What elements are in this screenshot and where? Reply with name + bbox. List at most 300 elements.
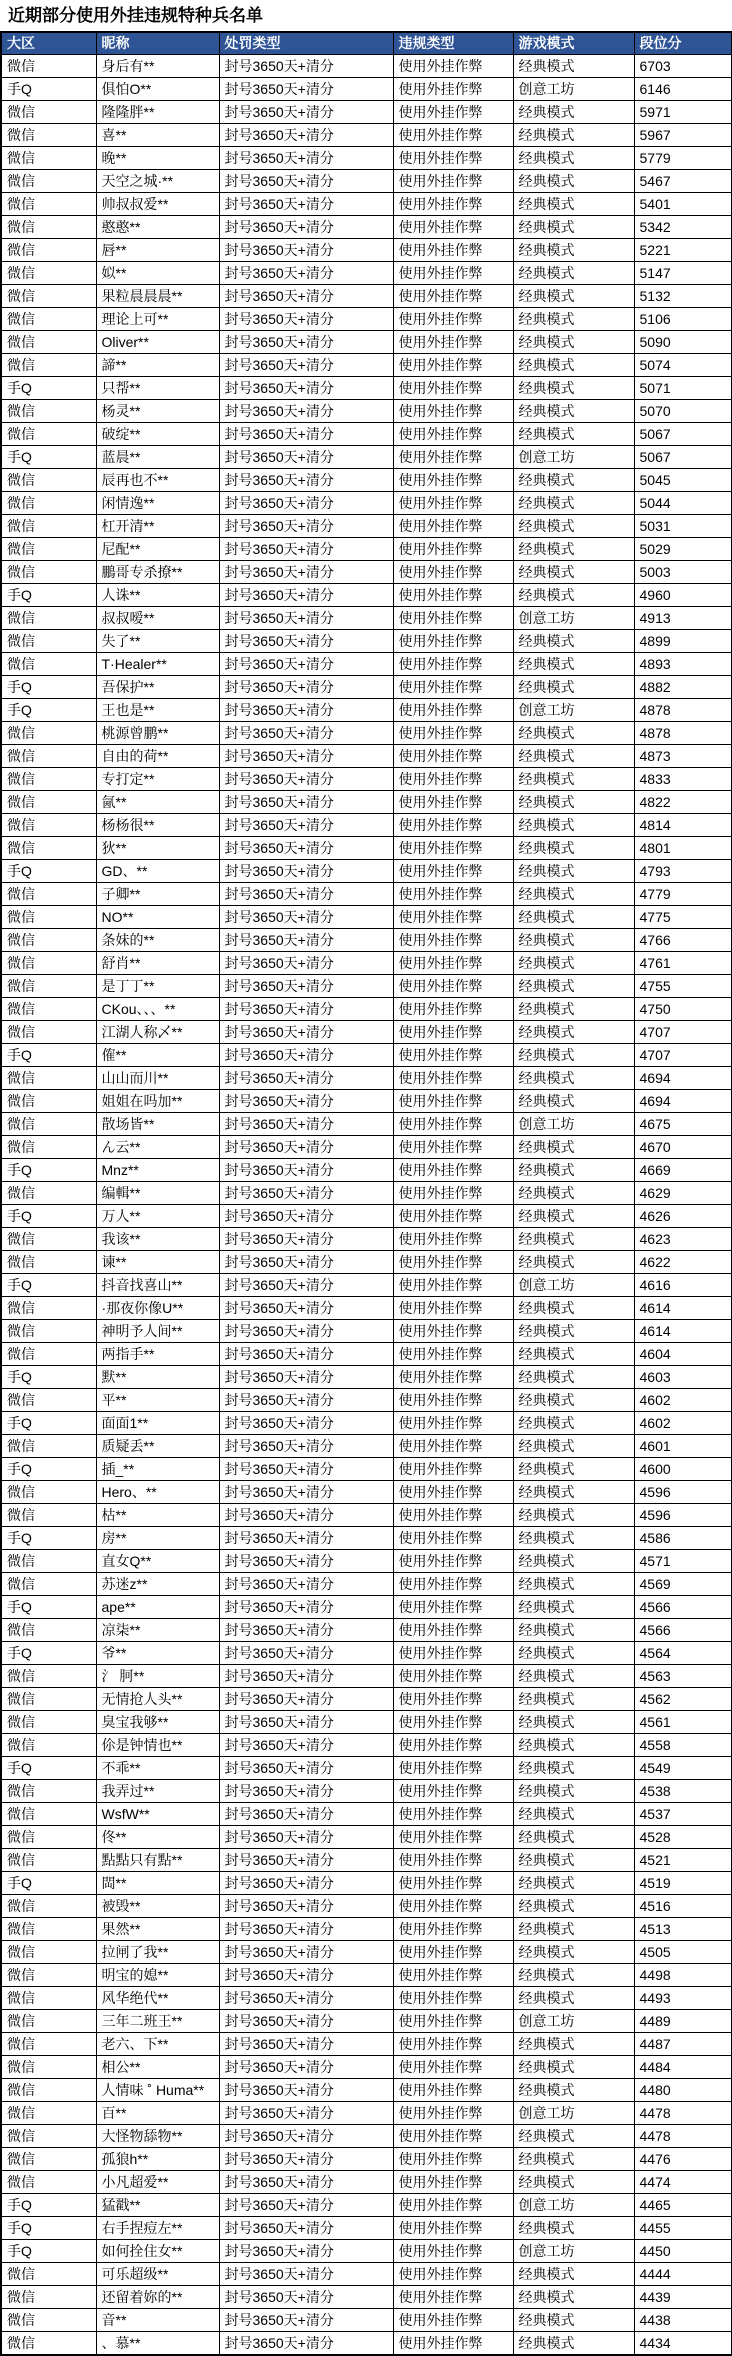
cell-violation: 使用外挂作弊	[393, 975, 513, 998]
table-row	[1, 354, 732, 377]
cell-region: 微信	[1, 262, 96, 285]
cell-nickname: 闲情逸**	[96, 492, 219, 515]
cell-region: 微信	[1, 2263, 96, 2286]
cell-violation: 使用外挂作弊	[393, 1412, 513, 1435]
cell-punishment: 封号3650天+清分	[219, 883, 393, 906]
cell-score: 4476	[634, 2148, 732, 2171]
cell-score: 4465	[634, 2194, 732, 2217]
cell-punishment: 封号3650天+清分	[219, 1573, 393, 1596]
cell-mode: 经典模式	[513, 101, 634, 124]
cell-score: 4629	[634, 1182, 732, 1205]
table-row	[1, 2309, 732, 2332]
cell-region: 微信	[1, 722, 96, 745]
cell-nickname: 无情抢人头**	[96, 1688, 219, 1711]
cell-mode: 经典模式	[513, 1320, 634, 1343]
cell-region: 微信	[1, 2056, 96, 2079]
cell-nickname: 狄**	[96, 837, 219, 860]
cell-nickname: 房**	[96, 1527, 219, 1550]
cell-mode: 创意工坊	[513, 2194, 634, 2217]
cell-nickname: 果然**	[96, 1918, 219, 1941]
cell-violation: 使用外挂作弊	[393, 1205, 513, 1228]
cell-violation: 使用外挂作弊	[393, 1435, 513, 1458]
cell-region: 微信	[1, 239, 96, 262]
cell-mode: 经典模式	[513, 538, 634, 561]
cell-violation: 使用外挂作弊	[393, 1573, 513, 1596]
cell-violation: 使用外挂作弊	[393, 55, 513, 78]
cell-violation: 使用外挂作弊	[393, 1481, 513, 1504]
cell-score: 5045	[634, 469, 732, 492]
cell-score: 4455	[634, 2217, 732, 2240]
cell-violation: 使用外挂作弊	[393, 1642, 513, 1665]
cell-punishment: 封号3650天+清分	[219, 1090, 393, 1113]
cell-nickname: 我弄过**	[96, 1780, 219, 1803]
table-row	[1, 1205, 732, 1228]
table-row	[1, 1343, 732, 1366]
cell-score: 4493	[634, 1987, 732, 2010]
cell-mode: 经典模式	[513, 1642, 634, 1665]
cell-nickname: 神明予人间**	[96, 1320, 219, 1343]
cell-mode: 创意工坊	[513, 1113, 634, 1136]
cell-punishment: 封号3650天+清分	[219, 262, 393, 285]
cell-violation: 使用外挂作弊	[393, 331, 513, 354]
table-row	[1, 906, 732, 929]
cell-punishment: 封号3650天+清分	[219, 1757, 393, 1780]
table-row	[1, 1182, 732, 1205]
cell-mode: 经典模式	[513, 1573, 634, 1596]
cell-score: 4793	[634, 860, 732, 883]
cell-punishment: 封号3650天+清分	[219, 975, 393, 998]
cell-punishment: 封号3650天+清分	[219, 2171, 393, 2194]
cell-punishment: 封号3650天+清分	[219, 1343, 393, 1366]
cell-nickname: 专打定**	[96, 768, 219, 791]
cell-violation: 使用外挂作弊	[393, 2263, 513, 2286]
cell-violation: 使用外挂作弊	[393, 1044, 513, 1067]
cell-score: 4487	[634, 2033, 732, 2056]
cell-mode: 经典模式	[513, 1067, 634, 1090]
cell-mode: 经典模式	[513, 1366, 634, 1389]
table-row	[1, 561, 732, 584]
cell-punishment: 封号3650天+清分	[219, 2056, 393, 2079]
table-row	[1, 676, 732, 699]
table-row	[1, 837, 732, 860]
cell-violation: 使用外挂作弊	[393, 1228, 513, 1251]
cell-punishment: 封号3650天+清分	[219, 1021, 393, 1044]
cell-region: 微信	[1, 1067, 96, 1090]
cell-score: 4528	[634, 1826, 732, 1849]
cell-violation: 使用外挂作弊	[393, 78, 513, 101]
cell-nickname: 破绽**	[96, 423, 219, 446]
cell-mode: 经典模式	[513, 1803, 634, 1826]
cell-violation: 使用外挂作弊	[393, 216, 513, 239]
cell-mode: 经典模式	[513, 906, 634, 929]
table-row	[1, 469, 732, 492]
table-row	[1, 1941, 732, 1964]
cell-region: 微信	[1, 1780, 96, 1803]
cell-region: 微信	[1, 745, 96, 768]
cell-region: 微信	[1, 1435, 96, 1458]
table-row	[1, 1596, 732, 1619]
cell-nickname: 天空之城·**	[96, 170, 219, 193]
cell-violation: 使用外挂作弊	[393, 1803, 513, 1826]
cell-nickname: 子卿**	[96, 883, 219, 906]
ban-table-body	[1, 55, 732, 2356]
cell-punishment: 封号3650天+清分	[219, 768, 393, 791]
cell-mode: 经典模式	[513, 1964, 634, 1987]
cell-punishment: 封号3650天+清分	[219, 584, 393, 607]
cell-punishment: 封号3650天+清分	[219, 1067, 393, 1090]
cell-punishment: 封号3650天+清分	[219, 2263, 393, 2286]
cell-region: 微信	[1, 492, 96, 515]
cell-violation: 使用外挂作弊	[393, 791, 513, 814]
cell-mode: 经典模式	[513, 676, 634, 699]
cell-region: 微信	[1, 400, 96, 423]
cell-mode: 经典模式	[513, 1734, 634, 1757]
cell-score: 4614	[634, 1297, 732, 1320]
table-row	[1, 1711, 732, 1734]
cell-punishment: 封号3650天+清分	[219, 1734, 393, 1757]
cell-region: 微信	[1, 1964, 96, 1987]
cell-violation: 使用外挂作弊	[393, 2171, 513, 2194]
cell-violation: 使用外挂作弊	[393, 837, 513, 860]
table-row	[1, 170, 732, 193]
table-row	[1, 55, 732, 78]
cell-nickname: 傕**	[96, 1044, 219, 1067]
cell-punishment: 封号3650天+清分	[219, 1320, 393, 1343]
cell-mode: 创意工坊	[513, 2240, 634, 2263]
cell-region: 微信	[1, 1665, 96, 1688]
table-row	[1, 423, 732, 446]
cell-mode: 经典模式	[513, 400, 634, 423]
cell-violation: 使用外挂作弊	[393, 2332, 513, 2356]
cell-nickname: 音**	[96, 2309, 219, 2332]
cell-violation: 使用外挂作弊	[393, 2010, 513, 2033]
table-row	[1, 883, 732, 906]
cell-mode: 经典模式	[513, 2033, 634, 2056]
cell-score: 4498	[634, 1964, 732, 1987]
cell-punishment: 封号3650天+清分	[219, 1481, 393, 1504]
cell-score: 4450	[634, 2240, 732, 2263]
cell-region: 微信	[1, 1389, 96, 1412]
cell-punishment: 封号3650天+清分	[219, 1849, 393, 1872]
cell-region: 手Q	[1, 1044, 96, 1067]
cell-region: 微信	[1, 1803, 96, 1826]
cell-nickname: 老六、下**	[96, 2033, 219, 2056]
cell-mode: 经典模式	[513, 1941, 634, 1964]
cell-nickname: Hero、**	[96, 1481, 219, 1504]
cell-mode: 经典模式	[513, 55, 634, 78]
cell-mode: 经典模式	[513, 2309, 634, 2332]
cell-mode: 经典模式	[513, 1849, 634, 1872]
cell-mode: 经典模式	[513, 1757, 634, 1780]
cell-score: 4878	[634, 699, 732, 722]
cell-region: 微信	[1, 1941, 96, 1964]
cell-punishment: 封号3650天+清分	[219, 837, 393, 860]
cell-violation: 使用外挂作弊	[393, 101, 513, 124]
table-row	[1, 262, 732, 285]
table-row	[1, 101, 732, 124]
cell-punishment: 封号3650天+清分	[219, 814, 393, 837]
cell-region: 微信	[1, 906, 96, 929]
table-row	[1, 1757, 732, 1780]
cell-nickname: 尼配**	[96, 538, 219, 561]
cell-region: 手Q	[1, 860, 96, 883]
cell-mode: 经典模式	[513, 998, 634, 1021]
cell-violation: 使用外挂作弊	[393, 1550, 513, 1573]
cell-region: 微信	[1, 1481, 96, 1504]
cell-violation: 使用外挂作弊	[393, 1665, 513, 1688]
cell-score: 4623	[634, 1228, 732, 1251]
cell-nickname: 姐姐在吗加**	[96, 1090, 219, 1113]
cell-violation: 使用外挂作弊	[393, 1504, 513, 1527]
cell-punishment: 封号3650天+清分	[219, 561, 393, 584]
cell-violation: 使用外挂作弊	[393, 1251, 513, 1274]
table-row	[1, 285, 732, 308]
cell-nickname: GD、**	[96, 860, 219, 883]
cell-region: 微信	[1, 193, 96, 216]
cell-mode: 经典模式	[513, 1182, 634, 1205]
cell-punishment: 封号3650天+清分	[219, 745, 393, 768]
cell-score: 4558	[634, 1734, 732, 1757]
cell-region: 微信	[1, 124, 96, 147]
cell-punishment: 封号3650天+清分	[219, 1550, 393, 1573]
cell-score: 4675	[634, 1113, 732, 1136]
cell-nickname: 被毁**	[96, 1895, 219, 1918]
cell-mode: 创意工坊	[513, 2102, 634, 2125]
cell-punishment: 封号3650天+清分	[219, 1872, 393, 1895]
cell-score: 4586	[634, 1527, 732, 1550]
cell-violation: 使用外挂作弊	[393, 676, 513, 699]
cell-violation: 使用外挂作弊	[393, 584, 513, 607]
cell-mode: 经典模式	[513, 2079, 634, 2102]
cell-score: 4513	[634, 1918, 732, 1941]
cell-score: 4564	[634, 1642, 732, 1665]
cell-violation: 使用外挂作弊	[393, 1343, 513, 1366]
cell-region: 微信	[1, 101, 96, 124]
cell-score: 5090	[634, 331, 732, 354]
cell-score: 4561	[634, 1711, 732, 1734]
cell-region: 手Q	[1, 2240, 96, 2263]
table-row	[1, 1826, 732, 1849]
cell-region: 微信	[1, 423, 96, 446]
cell-region: 微信	[1, 2079, 96, 2102]
cell-mode: 经典模式	[513, 170, 634, 193]
cell-nickname: 我该**	[96, 1228, 219, 1251]
cell-region: 微信	[1, 561, 96, 584]
cell-score: 4566	[634, 1596, 732, 1619]
cell-punishment: 封号3650天+清分	[219, 1274, 393, 1297]
cell-mode: 经典模式	[513, 1504, 634, 1527]
table-row	[1, 1895, 732, 1918]
table-row	[1, 1918, 732, 1941]
table-row	[1, 1090, 732, 1113]
table-row	[1, 331, 732, 354]
table-row	[1, 515, 732, 538]
cell-mode: 经典模式	[513, 975, 634, 998]
cell-nickname: 果粒晨晨晨**	[96, 285, 219, 308]
cell-region: 微信	[1, 883, 96, 906]
cell-nickname: 杨灵**	[96, 400, 219, 423]
table-row	[1, 1366, 732, 1389]
cell-punishment: 封号3650天+清分	[219, 906, 393, 929]
table-row	[1, 975, 732, 998]
cell-punishment: 封号3650天+清分	[219, 1458, 393, 1481]
cell-score: 6703	[634, 55, 732, 78]
cell-violation: 使用外挂作弊	[393, 1320, 513, 1343]
cell-violation: 使用外挂作弊	[393, 1136, 513, 1159]
cell-violation: 使用外挂作弊	[393, 1688, 513, 1711]
cell-nickname: ·那夜你像U**	[96, 1297, 219, 1320]
cell-score: 4766	[634, 929, 732, 952]
cell-nickname: NO**	[96, 906, 219, 929]
cell-nickname: 蓝晨**	[96, 446, 219, 469]
cell-score: 4707	[634, 1044, 732, 1067]
cell-mode: 经典模式	[513, 1481, 634, 1504]
cell-violation: 使用外挂作弊	[393, 722, 513, 745]
cell-violation: 使用外挂作弊	[393, 768, 513, 791]
cell-punishment: 封号3650天+清分	[219, 538, 393, 561]
cell-region: 微信	[1, 1251, 96, 1274]
cell-mode: 经典模式	[513, 469, 634, 492]
cell-mode: 经典模式	[513, 1228, 634, 1251]
cell-violation: 使用外挂作弊	[393, 239, 513, 262]
cell-violation: 使用外挂作弊	[393, 2056, 513, 2079]
cell-region: 手Q	[1, 1366, 96, 1389]
cell-punishment: 封号3650天+清分	[219, 2148, 393, 2171]
cell-region: 微信	[1, 952, 96, 975]
cell-score: 5070	[634, 400, 732, 423]
cell-nickname: 还留着妳的**	[96, 2286, 219, 2309]
table-row	[1, 1435, 732, 1458]
cell-punishment: 封号3650天+清分	[219, 1895, 393, 1918]
cell-mode: 经典模式	[513, 722, 634, 745]
cell-score: 4438	[634, 2309, 732, 2332]
cell-punishment: 封号3650天+清分	[219, 1987, 393, 2010]
cell-violation: 使用外挂作弊	[393, 469, 513, 492]
cell-region: 微信	[1, 170, 96, 193]
cell-mode: 经典模式	[513, 1895, 634, 1918]
cell-punishment: 封号3650天+清分	[219, 1780, 393, 1803]
cell-punishment: 封号3650天+清分	[219, 1527, 393, 1550]
cell-violation: 使用外挂作弊	[393, 1826, 513, 1849]
table-row	[1, 2102, 732, 2125]
cell-nickname: 隆隆胖**	[96, 101, 219, 124]
column-header-nickname: 昵称	[96, 32, 219, 55]
cell-mode: 创意工坊	[513, 2010, 634, 2033]
cell-nickname: 大怪物舔物**	[96, 2125, 219, 2148]
cell-nickname: 桃源曾鹏**	[96, 722, 219, 745]
cell-score: 4596	[634, 1504, 732, 1527]
cell-score: 4622	[634, 1251, 732, 1274]
cell-score: 5467	[634, 170, 732, 193]
table-row	[1, 1619, 732, 1642]
cell-punishment: 封号3650天+清分	[219, 446, 393, 469]
cell-punishment: 封号3650天+清分	[219, 147, 393, 170]
cell-punishment: 封号3650天+清分	[219, 1665, 393, 1688]
cell-punishment: 封号3650天+清分	[219, 1366, 393, 1389]
cell-violation: 使用外挂作弊	[393, 1987, 513, 2010]
cell-violation: 使用外挂作弊	[393, 607, 513, 630]
cell-punishment: 封号3650天+清分	[219, 2240, 393, 2263]
cell-region: 微信	[1, 1021, 96, 1044]
cell-nickname: 是丁丁**	[96, 975, 219, 998]
cell-score: 4569	[634, 1573, 732, 1596]
cell-violation: 使用外挂作弊	[393, 400, 513, 423]
cell-punishment: 封号3650天+清分	[219, 78, 393, 101]
cell-mode: 经典模式	[513, 2148, 634, 2171]
cell-region: 微信	[1, 1504, 96, 1527]
cell-violation: 使用外挂作弊	[393, 193, 513, 216]
cell-region: 微信	[1, 1320, 96, 1343]
table-row	[1, 1044, 732, 1067]
cell-score: 4670	[634, 1136, 732, 1159]
cell-nickname: 王也是**	[96, 699, 219, 722]
cell-region: 微信	[1, 216, 96, 239]
cell-region: 微信	[1, 1090, 96, 1113]
table-row	[1, 2286, 732, 2309]
cell-score: 4707	[634, 1021, 732, 1044]
cell-punishment: 封号3650天+清分	[219, 1711, 393, 1734]
cell-mode: 经典模式	[513, 216, 634, 239]
cell-punishment: 封号3650天+清分	[219, 2332, 393, 2356]
cell-punishment: 封号3650天+清分	[219, 170, 393, 193]
cell-mode: 经典模式	[513, 1711, 634, 1734]
cell-score: 5971	[634, 101, 732, 124]
cell-mode: 经典模式	[513, 2263, 634, 2286]
cell-violation: 使用外挂作弊	[393, 1895, 513, 1918]
cell-region: 手Q	[1, 584, 96, 607]
cell-violation: 使用外挂作弊	[393, 1596, 513, 1619]
table-row	[1, 2171, 732, 2194]
cell-punishment: 封号3650天+清分	[219, 1205, 393, 1228]
cell-violation: 使用外挂作弊	[393, 1918, 513, 1941]
cell-violation: 使用外挂作弊	[393, 2033, 513, 2056]
cell-region: 微信	[1, 1987, 96, 2010]
cell-mode: 经典模式	[513, 1090, 634, 1113]
cell-violation: 使用外挂作弊	[393, 1297, 513, 1320]
cell-nickname: 臭宝我够**	[96, 1711, 219, 1734]
page-title: 近期部分使用外挂违规特种兵名单	[8, 6, 263, 25]
cell-violation: 使用外挂作弊	[393, 2125, 513, 2148]
cell-score: 5071	[634, 377, 732, 400]
cell-nickname: 氤**	[96, 791, 219, 814]
cell-punishment: 封号3650天+清分	[219, 469, 393, 492]
cell-mode: 经典模式	[513, 1458, 634, 1481]
table-row	[1, 1228, 732, 1251]
cell-nickname: 俱怕O**	[96, 78, 219, 101]
cell-violation: 使用外挂作弊	[393, 1872, 513, 1895]
cell-score: 4694	[634, 1067, 732, 1090]
table-row	[1, 239, 732, 262]
table-row	[1, 2217, 732, 2240]
table-row	[1, 2148, 732, 2171]
cell-nickname: 只帮**	[96, 377, 219, 400]
cell-punishment: 封号3650天+清分	[219, 492, 393, 515]
table-row	[1, 998, 732, 1021]
cell-nickname: 江湖人称乄**	[96, 1021, 219, 1044]
cell-score: 5401	[634, 193, 732, 216]
cell-score: 4878	[634, 722, 732, 745]
cell-nickname: 閊**	[96, 1872, 219, 1895]
cell-violation: 使用外挂作弊	[393, 1941, 513, 1964]
cell-score: 4833	[634, 768, 732, 791]
cell-score: 5779	[634, 147, 732, 170]
table-row	[1, 1550, 732, 1573]
cell-nickname: 人情味 ˚ Huma**	[96, 2079, 219, 2102]
cell-violation: 使用外挂作弊	[393, 515, 513, 538]
cell-punishment: 封号3650天+清分	[219, 1918, 393, 1941]
cell-mode: 经典模式	[513, 1826, 634, 1849]
header-row	[1, 32, 732, 55]
